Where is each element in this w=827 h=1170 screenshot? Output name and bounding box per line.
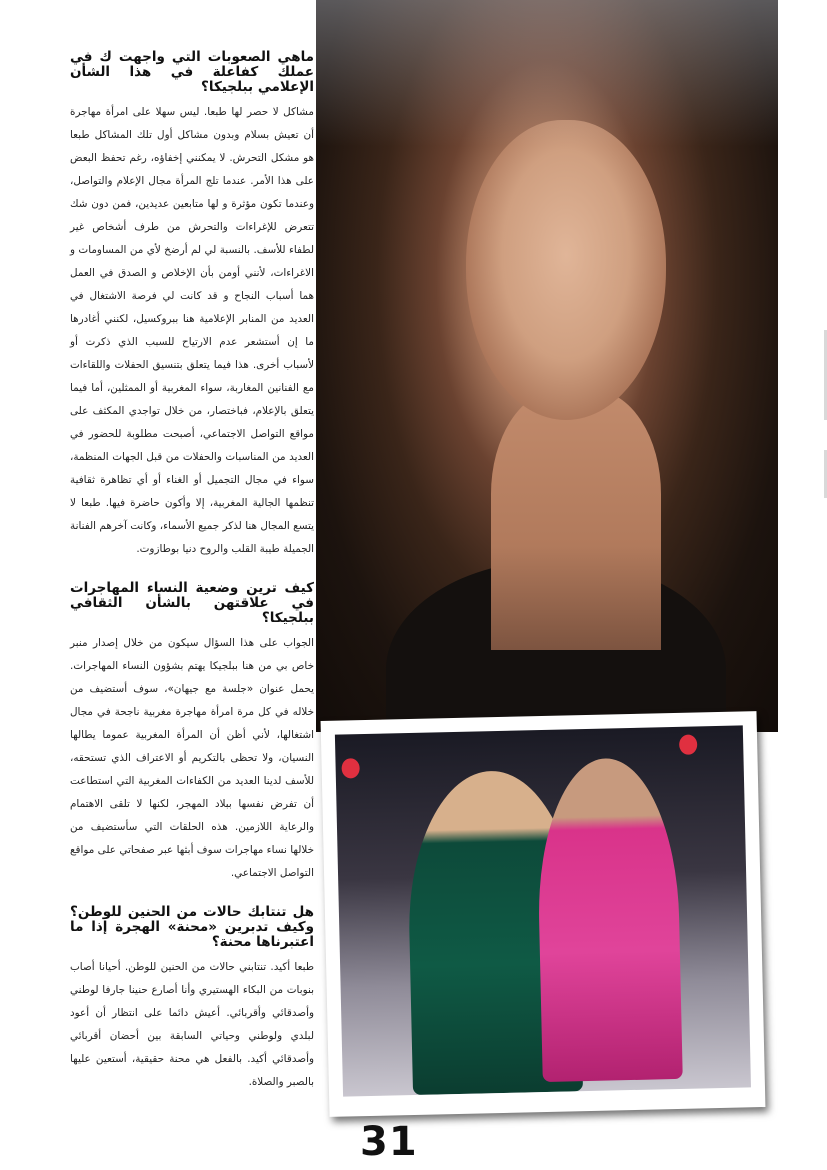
woman-pink-caftan-shape xyxy=(536,757,683,1082)
polaroid-photo-frame xyxy=(321,711,766,1117)
heart-balloon-icon xyxy=(679,734,697,754)
question-heading: هل تنتابك حالات من الحنين للوطن؟ وكيف تدبرين «محنة» الهجرة إذا ما اعتبرناها محنة؟ xyxy=(70,904,314,950)
portrait-photo xyxy=(316,0,778,732)
portrait-light-overlay xyxy=(316,0,778,732)
page-number: 31 xyxy=(360,1119,418,1165)
interview-column xyxy=(70,50,314,1094)
interview-section xyxy=(70,50,314,561)
answer-text: طبعا أكيد. تنتابني حالات من الحنين للوطن. أحيانا أصاب بنوبات من البكاء الهستيري وأنا أصارع حنينا جارفا لوطني وأصدقائي وأقربائي. أعيش دائما على انتظار أن أعود لبلدي ولوطني وحياتي السابقة بين أحضان أقربائي وأصدقائي أكيد. بالفعل هي محنة حقيقية، أستعين عليها بالصبر والصلاة. xyxy=(70,961,314,1088)
question-heading: ماهي الصعوبات التي واجهت ك في عملك كفاعلة في هذا الشأن الإعلامي ببلجيكا؟ xyxy=(70,49,314,95)
interview-section xyxy=(70,905,314,1094)
event-photo xyxy=(335,725,751,1096)
question-heading: كيف ترين وضعية النساء المهاجرات في علاقتهن بالشأن الثقافي ببلجيكا؟ xyxy=(70,580,314,626)
answer-text: مشاكل لا حصر لها طبعا. ليس سهلا على امرأة مهاجرة أن تعيش بسلام وبدون مشاكل أول تلك المشاكل طبعا هو مشكل التحرش. لا يمكنني إخفاؤه، رغم تحفظ البعض على هذا الأمر. عندما تلج المرأة مجال الإعلام والتواصل، وعندما تكون مؤثرة و لها متابعين عديدين، فمن دون شك تتعرض للإغراءات والتحرش من طرف أشخاص غير لطفاء للأسف. بالنسبة لي لم أرضخ لأي من المساومات و الاغراءات، لأنني أومن بأن الإخلاص و الصدق في العمل هما أسباب النجاح و قد كانت لي فرصة الاشتغال في العديد من المنابر الإعلامية هنا ببروكسيل، لكنني أغادرها ما إن أستشعر عدم الارتياح للسبب الذي ذكرت أو لأسباب أخرى. هذا فيما يتعلق بتنسيق الحفلات واللقاءات مع الفنانين المغاربة، سواء المغربية أو الممثلين، أما فيما يتعلق بالإعلام، فباختصار، من خلال تواجدي المكثف على مواقع التواصل الاجتماعي، أصبحت مطلوبة للحضور في العديد من المناسبات والحفلات من قبل الجهات المنظمة، سواء في مجال التجميل أو الغناء أو أي تظاهرة ثقافية تنظمها الجالية المغربية، إلا وأكون حاضرة فيها. طبعا لا يتسع المجال هنا لذكر جميع الأسماء، وكانت آخرهم الفنانة الجميلة طيبة القلب والروح دنيا بوطازوت. xyxy=(70,106,314,555)
answer-text: الجواب على هذا السؤال سيكون من خلال إصدار منبر خاص بي من هنا ببلجيكا يهتم بشؤون النساء المهاجرات. يحمل عنوان «جلسة مع جيهان»، سوف أستضيف من خلاله في كل مرة امرأة مهاجرة مغربية ناجحة في مجال اشتغالها، لأني أظن أن المرأة المغربية عموما يطالها النسيان، ولا تحظى بالتكريم أو الاعتراف الذي تستحقه، للأسف لدينا العديد من الكفاءات المغربية التي استطاعت أن تفرض نفسها ببلاد المهجر، لكنها لا تلقى الاهتمام والرعاية اللازمين. هذه الحلقات التي سأستضيف من خلالها نساء مهاجرات سوف أبثها عبر صفحاتي على مواقع التواصل الاجتماعي. xyxy=(70,637,314,879)
interview-section xyxy=(70,581,314,885)
heart-balloon-icon xyxy=(341,758,359,778)
